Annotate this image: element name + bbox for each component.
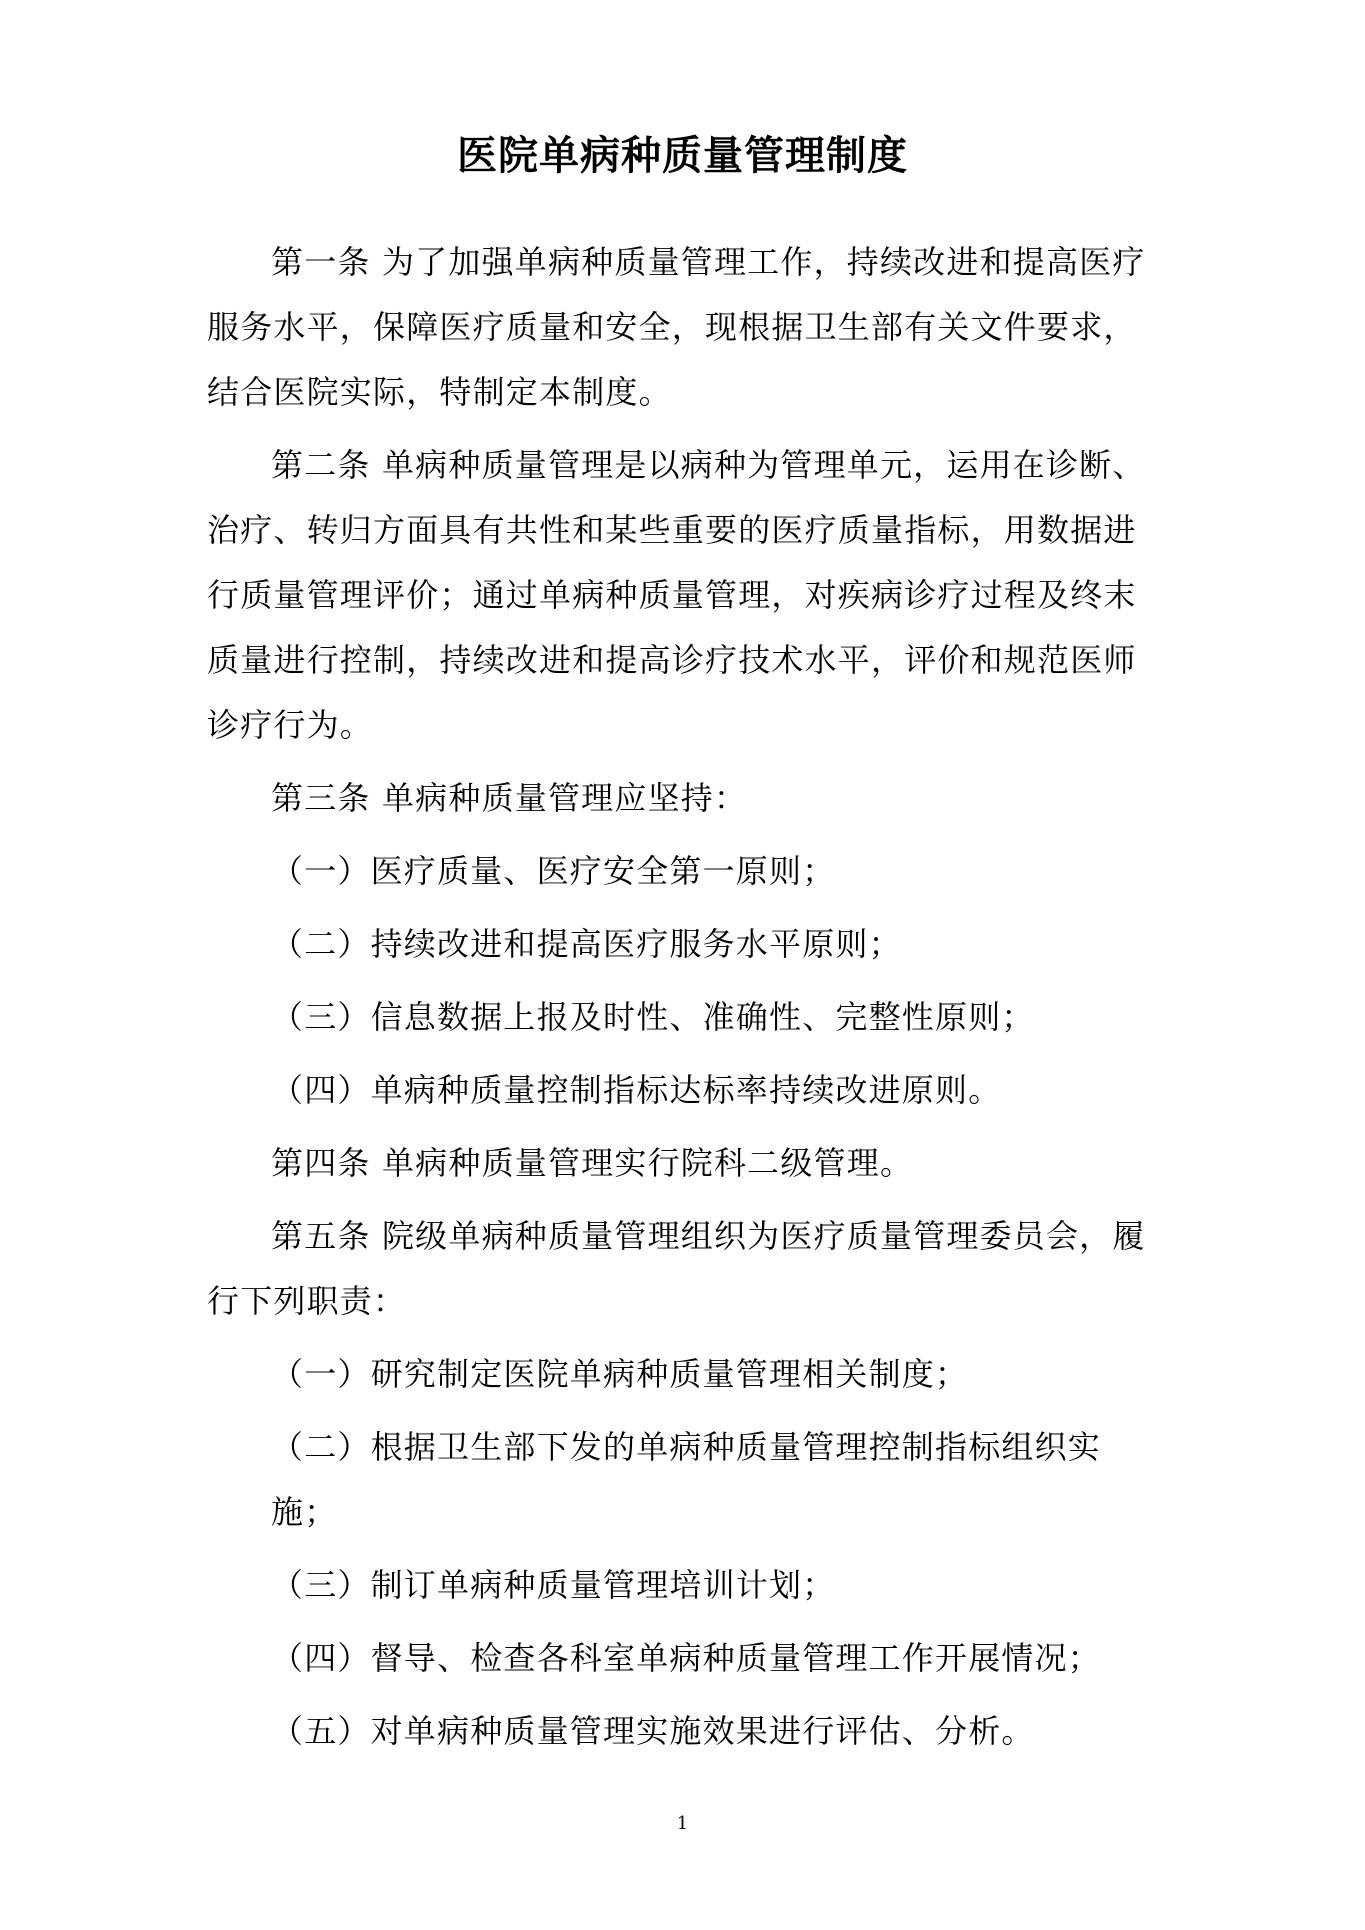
principle-item: （四）单病种质量控制指标达标率持续改进原则。: [271, 1071, 1002, 1109]
page-number: 1: [676, 1813, 689, 1834]
article-3: 第三条 单病种质量管理应坚持：: [271, 779, 748, 817]
article-1: 第一条 为了加强单病种质量管理工作，持续改进和提高医疗服务水平，保障医疗质量和安全，现根据卫生部有关文件要求，结合医院实际，特制定本制度。: [207, 243, 1146, 411]
principle-item: （一）医疗质量、医疗安全第一原则；: [271, 852, 836, 890]
document-title: 医院单病种质量管理制度: [457, 132, 908, 179]
principle-item: （三）信息数据上报及时性、准确性、完整性原则；: [271, 998, 1035, 1036]
article-4: 第四条 单病种质量管理实行院科二级管理。: [271, 1144, 914, 1182]
article-2: 第二条 单病种质量管理是以病种为管理单元，运用在诊断、治疗、转归方面具有共性和某些重要的医疗质量指标，用数据进行质量管理评价；通过单病种质量管理，对疾病诊疗过程及终末质量进行控制，持续改进和提高诊疗技术水平，评价和规范医师诊疗行为。: [207, 446, 1146, 744]
document-body: [207, 230, 1167, 1772]
duty-item: （四）督导、检查各科室单病种质量管理工作开展情况；: [271, 1639, 1102, 1677]
duty-item: （一）研究制定医院单病种质量管理相关制度；: [271, 1355, 969, 1393]
article-5: 第五条 院级单病种质量管理组织为医疗质量管理委员会，履行下列职责：: [207, 1217, 1146, 1320]
duty-item: （五）对单病种质量管理实施效果进行评估、分析。: [271, 1712, 1035, 1750]
principle-item: （二）持续改进和提高医疗服务水平原则；: [271, 925, 902, 963]
duty-item: （二）根据卫生部下发的单病种质量管理控制指标组织实施；: [271, 1428, 1102, 1531]
duty-item: （三）制订单病种质量管理培训计划；: [271, 1566, 836, 1604]
